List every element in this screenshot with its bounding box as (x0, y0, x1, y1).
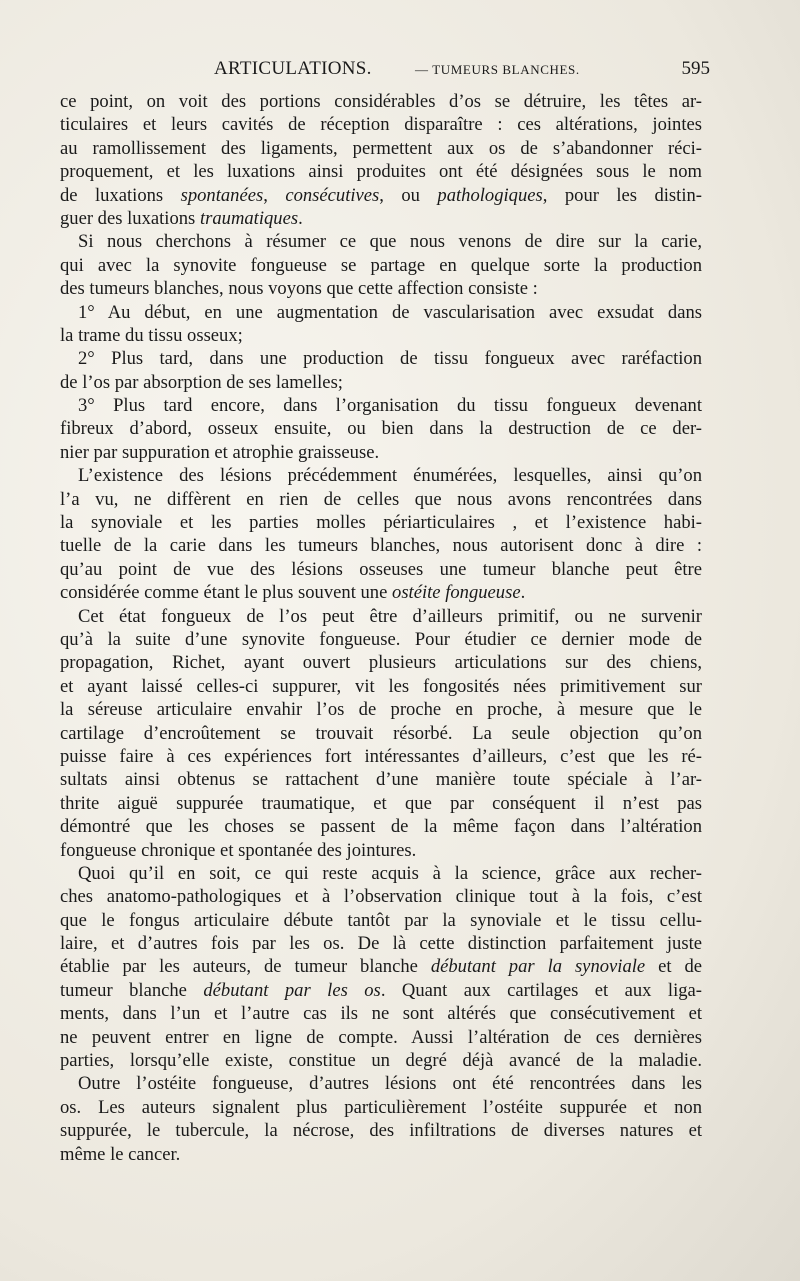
text-run: sultats ainsi obtenus se rattachent d’une manière toute spéciale à l’ar- (60, 769, 702, 791)
italic-text: débutant par les os (203, 979, 381, 1001)
text-line (60, 909, 702, 932)
text-line (60, 1049, 702, 1072)
text-line (60, 792, 702, 815)
text-run: , (263, 184, 286, 206)
text-line (60, 534, 702, 557)
text-run: de l’os par absorption de ses lamelles; (60, 371, 343, 393)
text-run: au ramollissement des ligaments, permettent aux os de s’abandonner réci- (60, 137, 702, 159)
text-run: et ayant laissé celles-ci suppurer, vit les fongosités nées primitivement sur (60, 675, 702, 697)
text-run: . (298, 207, 303, 229)
text-run: fongueuse chronique et spontanée des jointures. (60, 839, 417, 861)
text-run: Si nous cherchons à résumer ce que nous venons de dire sur la carie, (78, 231, 702, 253)
text-run: , ou (379, 184, 438, 206)
text-run: laire, et d’autres fois par les os. De là cette distinction parfaitement juste (60, 933, 702, 955)
text-run: proquement, et les luxations ainsi produites ont été désignées sous le nom (60, 161, 702, 183)
text-line (60, 675, 702, 698)
text-line (60, 347, 702, 370)
page-number: 595 (681, 58, 710, 79)
text-line (60, 955, 702, 978)
text-run: 1° Au début, en une augmentation de vascularisation avec exsudat dans (78, 301, 702, 323)
text-line (60, 324, 702, 347)
text-run: qu’à la suite d’une synovite fongueuse. Pour étudier ce dernier mode de (60, 628, 702, 650)
text-run: Outre l’ostéite fongueuse, d’autres lésions ont été rencontrées dans les (78, 1073, 702, 1095)
text-run: thrite aiguë suppurée traumatique, et que par conséquent il n’est pas (60, 792, 702, 814)
text-line (60, 394, 702, 417)
text-run: démontré que les choses se passent de la même façon dans l’altération (60, 816, 702, 838)
italic-text: spontanées (180, 184, 264, 206)
text-run: établie par les auteurs, de tumeur blanche (60, 956, 431, 978)
text-line (60, 254, 702, 277)
text-line (60, 651, 702, 674)
text-run: de luxations (60, 184, 181, 206)
text-line (60, 301, 702, 324)
text-run: nier par suppuration et atrophie graisseuse. (60, 441, 380, 463)
text-run: suppurée, le tubercule, la nécrose, des infiltrations de diverses natures et (60, 1120, 702, 1142)
text-run: fibreux d’abord, osseux ensuite, ou bien dans la destruction de ce der- (60, 418, 702, 440)
running-header (60, 58, 710, 84)
text-line (60, 628, 702, 651)
text-line (60, 441, 702, 464)
text-line (60, 1002, 702, 1025)
text-run: puisse faire à ces expériences fort intéressantes d’ailleurs, c’est que les ré- (60, 745, 702, 767)
text-run: et de (645, 956, 702, 978)
text-run: tumeur blanche (60, 979, 204, 1001)
italic-text: ostéite fongueuse (392, 582, 521, 604)
header-title: ARTICULATIONS. (214, 58, 372, 79)
text-line (60, 1119, 702, 1142)
text-run: la trame du tissu osseux; (60, 324, 243, 346)
text-run: que le fongus articulaire débute tantôt par la synoviale et le tissu cellu- (60, 909, 702, 931)
text-run: ches anatomo-pathologiques et à l’observation clinique tout à la fois, c’est (60, 886, 702, 908)
text-line (60, 160, 702, 183)
body-text (60, 90, 702, 1166)
text-run: 3° Plus tard encore, dans l’organisation du tissu fongueux devenant (78, 395, 702, 417)
text-line (60, 932, 702, 955)
text-line (60, 1072, 702, 1095)
text-run: considérée comme étant le plus souvent une (60, 582, 393, 604)
text-line (60, 722, 702, 745)
text-run: cartilage d’encroûtement se trouvait résorbé. La seule objection qu’on (60, 722, 702, 744)
text-run: . (520, 582, 526, 604)
text-line (60, 488, 702, 511)
text-line (60, 1096, 702, 1119)
italic-text: débutant par la synoviale (430, 956, 646, 978)
text-run: os. Les auteurs signalent plus particulièrement l’ostéite suppurée et non (60, 1096, 702, 1118)
text-line (60, 1143, 702, 1166)
text-run: 2° Plus tard, dans une production de tissu fongueux avec raréfaction (78, 348, 702, 370)
text-run: parties, lorsqu’elle existe, constitue un degré déjà avancé de la maladie. (60, 1050, 702, 1072)
text-run: des tumeurs blanches, nous voyons que cette affection consiste : (60, 278, 538, 300)
text-line (60, 745, 702, 768)
header-subtitle-text: TUMEURS BLANCHES. (432, 62, 580, 77)
text-line (60, 277, 702, 300)
text-run: la séreuse articulaire envahir l’os de proche en proche, à mesure que le (60, 699, 702, 721)
text-line (60, 698, 702, 721)
text-line (60, 979, 702, 1002)
text-run: la synoviale et les parties molles périarticulaires , et l’existence habi- (60, 512, 702, 534)
text-line (60, 417, 702, 440)
text-line (60, 581, 702, 604)
text-line (60, 862, 702, 885)
text-run: propagation, Richet, ayant ouvert plusieurs articulations sur des chiens, (60, 652, 702, 674)
italic-text: consécutives (285, 184, 380, 206)
text-line (60, 511, 702, 534)
text-line (60, 230, 702, 253)
text-run: guer des luxations (60, 207, 200, 229)
header-dash: — (415, 62, 429, 77)
text-line (60, 815, 702, 838)
text-run: même le cancer. (60, 1143, 181, 1165)
text-run: Quoi qu’il en soit, ce qui reste acquis à la science, grâce aux recher- (78, 862, 702, 884)
text-run: ments, dans l’un et l’autre cas ils ne sont altérés que consécutivement et (60, 1003, 702, 1025)
text-run: , pour les distin- (542, 184, 702, 206)
text-run: L’existence des lésions précédemment énumérées, lesquelles, ainsi qu’on (78, 465, 702, 487)
text-run: qui avec la synovite fongueuse se partage en quelque sorte la production (60, 254, 702, 276)
text-line (60, 768, 702, 791)
text-run: qu’au point de vue des lésions osseuses une tumeur blanche peut être (60, 558, 702, 580)
italic-text: pathologiques (437, 184, 543, 206)
text-run: . Quant aux cartilages et aux liga- (380, 979, 702, 1001)
text-run: ce point, on voit des portions considérables d’os se détruire, les têtes ar- (60, 91, 702, 112)
text-line (60, 137, 702, 160)
text-line (60, 113, 702, 136)
text-run: ticulaires et leurs cavités de réception disparaître : ces altérations, jointes (60, 114, 702, 136)
text-line (60, 90, 702, 113)
text-line (60, 207, 702, 230)
header-subtitle (415, 62, 580, 78)
text-line (60, 885, 702, 908)
text-run: tuelle de la carie dans les tumeurs blanches, nous autorisent donc à dire : (60, 535, 702, 557)
text-line (60, 464, 702, 487)
text-line (60, 839, 702, 862)
italic-text: traumatiques (199, 207, 299, 229)
text-line (60, 558, 702, 581)
text-run: l’a vu, ne diffèrent en rien de celles que nous avons rencontrées dans (60, 488, 702, 510)
text-run: ne peuvent entrer en ligne de compte. Aussi l’altération de ces dernières (60, 1026, 702, 1048)
text-line (60, 371, 702, 394)
text-line (60, 605, 702, 628)
text-line (60, 184, 702, 207)
text-line (60, 1026, 702, 1049)
text-run: Cet état fongueux de l’os peut être d’ailleurs primitif, ou ne survenir (78, 605, 702, 627)
